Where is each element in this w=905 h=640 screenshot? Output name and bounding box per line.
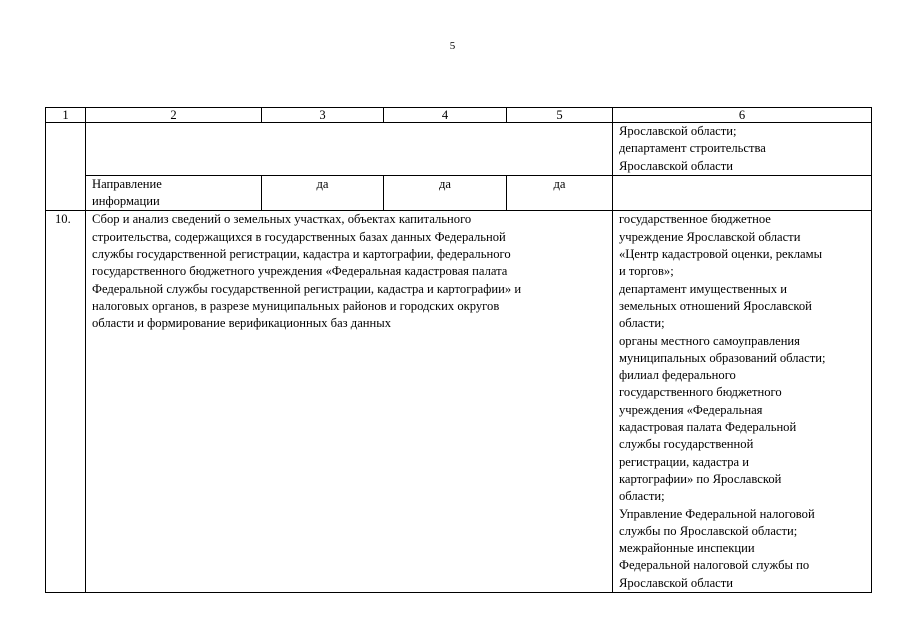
table-header-row [46,108,872,123]
row-executors: государственное бюджетное учреждение Ярославской области «Центр кадастровой оценки, рекламы и торгов»; департамент имущественных и земельных отношений Ярославской области; органы местного самоуправления муниципальных образований области; филиал федерального государственного бюджетного учреждения «Федеральная кадастровая палата Федеральной службы государственной регистрации, кадастра и картографии» по Ярославской области; Управление Федеральной налоговой службы по Ярославской области; межрайонные инспекции Федеральной налоговой службы по Ярославской области [613,211,872,593]
continuation-number-cell [46,123,86,211]
direction-col5: да [507,175,613,211]
row-number: 10. [46,211,86,593]
direction-label: Направление информации [86,175,262,211]
continuation-executors-cell: Ярославской области; департамент строительства Ярославской области [613,123,872,176]
direction-col6 [613,175,872,211]
plan-table [45,107,872,593]
table-row-10 [46,211,872,593]
direction-col3: да [262,175,384,211]
direction-col4: да [384,175,507,211]
header-cell-3: 3 [262,108,384,123]
header-cell-2: 2 [86,108,262,123]
page-number: 5 [449,40,456,52]
header-cell-4: 4 [384,108,507,123]
header-cell-6: 6 [613,108,872,123]
row-description: Сбор и анализ сведений о земельных участках, объектах капитального строительства, содержащихся в государственных базах данных Федеральной службы государственной регистрации, кадастра и картографии, федерального государственного бюджетного учреждения «Федеральная кадастровая палата Федеральной службы государственной регистрации, кадастра и картографии» и налоговых органов, в разрезе муниципальных районов и городских округов области и формирование верификационных баз данных [86,211,613,593]
continuation-description-cell [86,123,613,176]
direction-row [46,175,872,211]
continuation-row [46,123,872,176]
header-cell-1: 1 [46,108,86,123]
header-cell-5: 5 [507,108,613,123]
